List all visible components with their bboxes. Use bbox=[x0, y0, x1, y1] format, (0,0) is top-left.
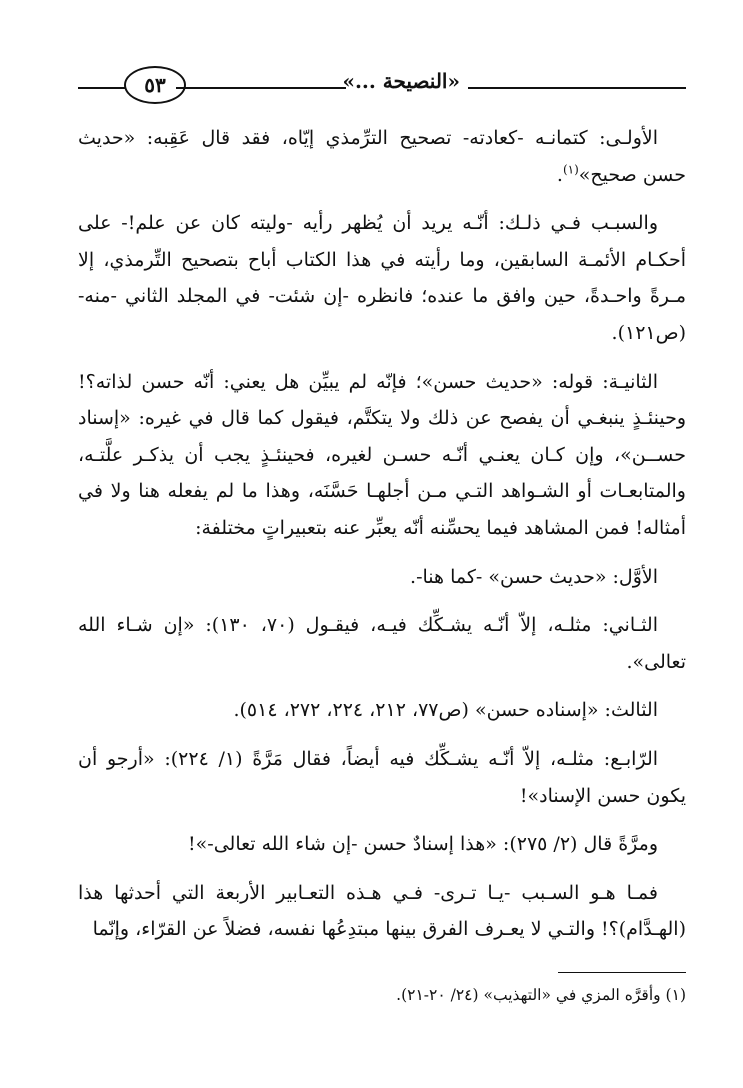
paragraph-text-end: . bbox=[556, 163, 563, 186]
paragraph-first-issue bbox=[78, 120, 686, 193]
main-text bbox=[78, 120, 686, 960]
footnote-reference: (١) bbox=[562, 162, 579, 177]
paragraph-expression-three: الثالث: «إسناده حسن» (ص٧٧، ٢١٢، ٢٢٤، ٢٧٢، ٥١٤). bbox=[233, 699, 658, 722]
header-rule-left bbox=[176, 87, 346, 89]
running-title: «النصيحة ...» bbox=[342, 69, 460, 93]
footnote: (١) وأقرَّه المزي في «التهذيب» (٢٤/ ٢٠-٢١). bbox=[396, 986, 686, 1004]
paragraph-expression-one: الأوَّل: «حديث حسن» -كما هنا-. bbox=[410, 565, 658, 588]
page-number-badge bbox=[124, 66, 186, 104]
paragraph-question: فمـا هـو السـبب -يـا تـرى- فـي هـذه التعـابير الأربعة التي أحدثها هذا (الهـدَّام)؟! والتـي لا يعـرف الفرق بينها مبتدِعُها نفسه، فضلاً عن القرّاء، وإنّما bbox=[78, 881, 686, 941]
paragraph-expression-two: الثـاني: مثلـه، إلاّ أنّـه يشـكِّك فيـه، فيقـول (٧٠، ١٣٠): «إن شـاء الله تعالى». bbox=[78, 614, 686, 673]
page-header bbox=[78, 66, 686, 106]
paragraph-expression-four: الرّابـع: مثلـه، إلاّ أنّـه يشـكِّك فيه أيضاً، فقال مَرَّةً (١/ ٢٢٤): «أرجو أن يكون حسن الإسناد»! bbox=[78, 747, 686, 807]
header-rule-right bbox=[468, 87, 686, 89]
paragraph-second-issue: الثانيـة: قوله: «حديث حسن»؛ فإنّه لم يبيِّن هل يعني: أنّه حسن لذاته؟! وحينئـذٍ ينبغـي أن يفصح عن ذلك ولا يتكتَّم، فيقول كما قال في غيره: «إسناد حســن»، وإن كـان يعنـي أنّـه حسـن لغيره، فحينئـذٍ يجب أن يذكـر علَّتـه، والمتابعـات أو الشـواهد التـي مـن أجلهـا حَسَّنَه، وهذا ما لم يفعله هنا ولا في أمثاله! فمن المشاهد فيما يحسِّنه أنّه يعبِّر عنه بتعبيراتٍ مختلفة: bbox=[78, 370, 686, 539]
paragraph-text: الأولـى: كتمانـه -كعادته- تصحيح الترِّمذي إيّاه، فقد قال عَقِبه: «حديث حسن صحيح» bbox=[78, 127, 686, 186]
page-number: ٥٣ bbox=[144, 73, 166, 97]
header-rule-stub bbox=[78, 87, 126, 89]
footnote-separator bbox=[558, 972, 686, 973]
paragraph-another-time: ومرَّةً قال (٢/ ٢٧٥): «هذا إسنادٌ حسن -إن شاء الله تعالى-»! bbox=[188, 833, 658, 856]
paragraph-reason: والسبـب فـي ذلـك: أنّـه يريد أن يُظهر رأيه -وليته كان عن علم!- على أحكـام الأئمـة السابقين، وما رأيته في هذا الكتاب أباح بتصحيح التِّرمذي، إلا مـرةً واحـدةً، حين وافق ما عنده؛ فانظره -إن شئت- في المجلد الثاني -منه- (ص١٢١). bbox=[78, 212, 686, 344]
